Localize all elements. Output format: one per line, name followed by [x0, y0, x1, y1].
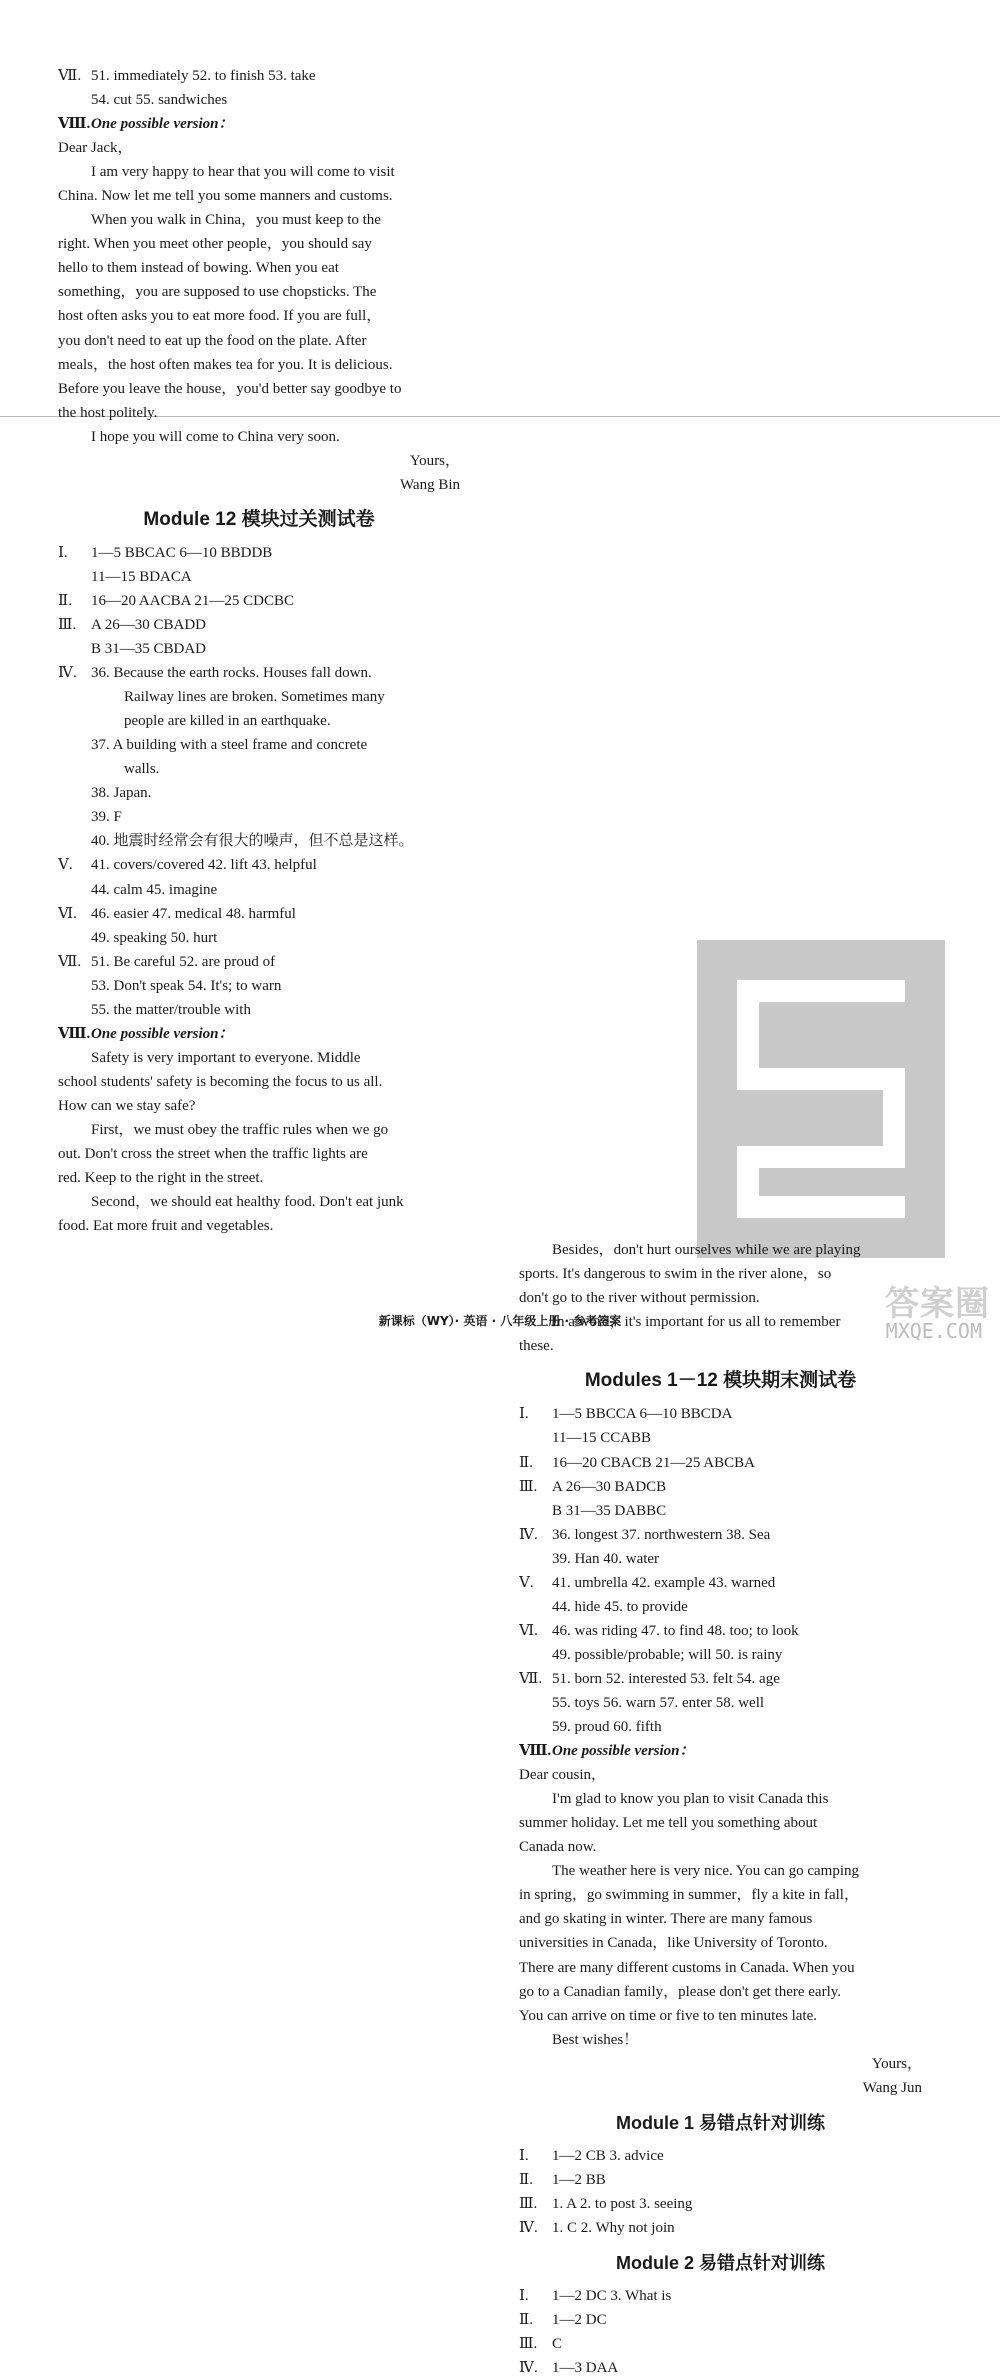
answer-text: 51. Be careful 52. are proud of — [91, 953, 276, 970]
answer-row — [519, 2308, 922, 2332]
answer-text: 1—5 BBCAC 6—10 BBDDB — [91, 544, 273, 561]
answer-text: 40. 地震时经常会有很大的噪声，但不总是这样。 — [91, 833, 414, 850]
answer-text: 54. cut 55. sandwiches — [91, 92, 228, 109]
answer-row — [519, 1499, 922, 1523]
answer-text: 1—3 DAA — [552, 2360, 619, 2377]
essay-line: something，you are supposed to use chopsticks. The — [58, 284, 377, 301]
answer-row — [58, 902, 460, 926]
answer-text: 1—2 DC — [552, 2312, 607, 2329]
essay1-salutation: Dear Jack， — [58, 140, 133, 157]
essay-line: You can arrive on time or five to ten minutes late. — [519, 2007, 817, 2024]
answer-section-number: Ⅱ. — [519, 1454, 533, 1471]
answer-section-number: Ⅶ. — [58, 953, 82, 970]
page-footer: 新课标（WY）· 英语 · 八年级上册 · 参考答案 — [378, 1314, 622, 1328]
essay-line: First，we must obey the traffic rules when we go — [91, 1121, 389, 1138]
answer-row — [519, 1595, 922, 1619]
essay-line: these. — [519, 1338, 554, 1355]
answer-row — [58, 589, 460, 613]
essay3-body — [519, 1787, 922, 2052]
answer-row — [519, 1451, 922, 1475]
answer-section-number: Ⅶ. — [58, 68, 82, 84]
answer-text: 11—15 CCABB — [552, 1430, 652, 1447]
essay-line: go to a Canadian family，please don't get there early. — [519, 1983, 842, 2000]
answer-row — [519, 1571, 922, 1595]
answer-text: 16—20 CBACB 21—25 ABCBA — [552, 1454, 755, 1471]
essay-line: Besides，don't hurt ourselves while we are playing — [552, 1242, 861, 1259]
answer-row — [58, 926, 460, 950]
answer-row — [519, 2192, 922, 2216]
essay-line: universities in Canada，like University of Toronto. — [519, 1935, 828, 1952]
answer-row — [519, 1715, 922, 1739]
answer-row — [519, 1643, 922, 1667]
answer-section-number: Ⅰ. — [519, 2287, 529, 2304]
essay2-continuation — [519, 1238, 922, 1358]
essay-line: and go skating in winter. There are many famous — [519, 1911, 813, 1928]
answer-text: 41. covers/covered 42. lift 43. helpful — [91, 857, 317, 874]
answer-text: 39. F — [91, 809, 122, 826]
essay-line: China. Now let me tell you some manners and customs. — [58, 188, 393, 205]
answer-text: 38. Japan. — [91, 785, 152, 802]
answer-text: 53. Don't speak 54. It's; to warn — [91, 977, 282, 994]
answer-section-number: Ⅵ. — [58, 905, 77, 922]
essay-line: summer holiday. Let me tell you something about — [519, 1815, 818, 1832]
essay-line: host often asks you to eat more food. If you are full， — [58, 308, 382, 325]
answer-section-number: Ⅱ. — [519, 2312, 533, 2329]
answer-row — [519, 1402, 922, 1426]
answer-text: walls. — [124, 761, 160, 778]
essay1-closing: Yours， — [409, 452, 460, 469]
essay3-salutation: Dear cousin， — [519, 1767, 607, 1784]
essay-line: Before you leave the house，you'd better say goodbye to — [58, 380, 402, 397]
answer-row — [58, 757, 460, 781]
answer-row — [519, 2332, 922, 2356]
answer-section-number: Ⅰ. — [519, 2147, 529, 2164]
essay-line: red. Keep to the right in the street. — [58, 1170, 264, 1187]
essay-line: I hope you will come to China very soon. — [91, 428, 340, 445]
answer-text: 59. proud 60. fifth — [552, 1719, 662, 1736]
essay1-signature: Wang Bin — [399, 476, 460, 493]
answer-row — [58, 685, 460, 709]
essay-line: food. Eat more fruit and vegetables. — [58, 1218, 274, 1235]
answer-text: 49. possible/probable; will 50. is rainy — [552, 1646, 783, 1663]
essay-line: Canada now. — [519, 1839, 597, 1856]
essay-line: don't go to the river without permission. — [519, 1290, 760, 1307]
answer-text: 39. Han 40. water — [552, 1550, 660, 1567]
essay1-body — [58, 160, 460, 449]
final-exam-answers — [519, 1402, 922, 1739]
final-exam-title: Modules 1－12 模块期末测试卷 — [584, 1370, 857, 1392]
answer-section-number: Ⅳ. — [58, 665, 77, 682]
answer-text: 1—2 CB 3. advice — [552, 2147, 664, 2164]
answer-row — [58, 829, 460, 853]
essay2-body — [58, 1046, 460, 1238]
essay-line: There are many different customs in Canada. When you — [519, 1959, 855, 1976]
essay2-label: Ⅷ.One possible version： — [58, 1025, 234, 1042]
essay-line: In a word，it's important for us all to remember — [552, 1314, 841, 1331]
answer-section-number: Ⅳ. — [519, 2219, 538, 2236]
essay1-label: Ⅷ.One possible version： — [58, 116, 234, 133]
answer-row — [519, 2216, 922, 2240]
essay-line: the host politely. — [58, 404, 158, 421]
answer-row — [519, 1475, 922, 1499]
answer-text: 16—20 AACBA 21—25 CDCBC — [91, 592, 294, 609]
answer-text: 1—2 BB — [552, 2171, 606, 2188]
answer-text: Railway lines are broken. Sometimes many — [124, 689, 385, 706]
watermark-logo: 答案圈 — [885, 1284, 990, 1324]
answer-row — [58, 878, 460, 902]
essay3-label: Ⅷ.One possible version： — [519, 1743, 695, 1760]
answer-text: 51. born 52. interested 53. felt 54. age — [552, 1670, 780, 1687]
answer-row — [58, 733, 460, 757]
essay-line: school students' safety is becoming the focus to us all. — [58, 1073, 383, 1090]
essay-line: Safety is very important to everyone. Middle — [91, 1049, 361, 1066]
essay3-signature: Wang Jun — [862, 2079, 922, 2096]
answer-text: C — [552, 2336, 563, 2353]
answer-row — [519, 1426, 922, 1450]
essay-line: The weather here is very nice. You can go camping — [552, 1863, 859, 1880]
answer-row — [58, 853, 460, 877]
answer-row — [58, 709, 460, 733]
answer-row — [58, 88, 460, 112]
answer-row — [58, 637, 460, 661]
module1-answers — [519, 2144, 922, 2240]
answer-text: 36. longest 37. northwestern 38. Sea — [552, 1526, 771, 1543]
answer-row — [519, 2284, 922, 2308]
answer-row — [519, 2168, 922, 2192]
right-column — [519, 1238, 922, 2380]
essay-line: How can we stay safe? — [58, 1097, 196, 1114]
module1-title: Module 1 易错点针对训练 — [615, 2112, 825, 2133]
answer-row — [519, 1523, 922, 1547]
answer-text: 41. umbrella 42. example 43. warned — [552, 1574, 776, 1591]
answer-text: 44. calm 45. imagine — [91, 881, 218, 898]
answer-text: people are killed in an earthquake. — [124, 713, 331, 730]
answer-text: A 26—30 BADCB — [552, 1478, 667, 1495]
answer-section-number: Ⅵ. — [519, 1622, 538, 1639]
essay-line: you don't need to eat up the food on the plate. After — [58, 332, 367, 349]
answer-section-number: Ⅲ. — [519, 2195, 538, 2212]
left-column — [58, 64, 460, 1238]
answer-row — [58, 974, 460, 998]
answer-section-number: Ⅲ. — [519, 1478, 538, 1495]
essay-line: Best wishes！ — [552, 2031, 639, 2048]
module2-title: Module 2 易错点针对训练 — [615, 2252, 825, 2273]
answer-text: A 26—30 CBADD — [91, 616, 207, 633]
answer-text: 55. toys 56. warn 57. enter 58. well — [552, 1695, 765, 1711]
answer-row — [58, 64, 460, 88]
answer-text: 46. easier 47. medical 48. harmful — [91, 905, 296, 922]
answer-section-number: Ⅳ. — [519, 1526, 538, 1543]
answer-section-number: Ⅶ. — [519, 1670, 543, 1687]
essay-line: Second，we should eat healthy food. Don't eat junk — [91, 1194, 404, 1211]
answer-row — [58, 781, 460, 805]
essay3-closing: Yours， — [871, 2055, 922, 2072]
answer-row — [58, 661, 460, 685]
answer-text: 1. A 2. to post 3. seeing — [552, 2195, 693, 2212]
answer-text: B 31—35 DABBC — [552, 1502, 667, 1519]
essay-line: I'm glad to know you plan to visit Canada this — [552, 1791, 829, 1808]
answer-text: B 31—35 CBDAD — [91, 641, 207, 658]
decorative-maze-graphic — [697, 940, 945, 1258]
answer-text: 49. speaking 50. hurt — [91, 929, 218, 946]
watermark-url: MXQE.COM — [885, 1319, 982, 1343]
answer-section-number: Ⅱ. — [519, 2171, 533, 2188]
answer-section-number: Ⅲ. — [519, 2336, 538, 2353]
answer-text: 44. hide 45. to provide — [552, 1598, 688, 1615]
answer-row — [519, 1691, 922, 1715]
essay-line: out. Don't cross the street when the traffic lights are — [58, 1146, 368, 1163]
answer-section-number: Ⅰ. — [519, 1406, 529, 1423]
answer-section-number: Ⅴ. — [58, 857, 73, 874]
essay-line: sports. It's dangerous to swim in the river alone，so — [519, 1266, 832, 1283]
answer-text: 1—2 DC 3. What is — [552, 2287, 672, 2304]
answer-text: 1. C 2. Why not join — [552, 2219, 675, 2236]
essay-line: hello to them instead of bowing. When you eat — [58, 260, 339, 277]
answer-row — [519, 1547, 922, 1571]
answer-text: 1—5 BBCCA 6—10 BBCDA — [552, 1406, 733, 1423]
answer-row — [58, 998, 460, 1022]
answer-row — [58, 541, 460, 565]
essay-line: When you walk in China，you must keep to the — [91, 212, 381, 229]
answer-row — [58, 950, 460, 974]
answer-section-number: Ⅳ. — [519, 2360, 538, 2377]
answer-section-number: Ⅰ. — [58, 544, 68, 561]
answer-text: 46. was riding 47. to find 48. too; to look — [552, 1622, 799, 1639]
module2-answers — [519, 2284, 922, 2380]
module12-answers — [58, 541, 460, 1022]
answer-row — [58, 565, 460, 589]
answer-row — [519, 2356, 922, 2380]
answer-text: 11—15 BDACA — [91, 568, 192, 585]
essay-line: meals，the host often makes tea for you. It is delicious. — [58, 356, 393, 373]
module12-title: Module 12 模块过关测试卷 — [143, 508, 375, 530]
answer-section-number: Ⅱ. — [58, 592, 72, 609]
essay-line: right. When you meet other people，you should say — [58, 236, 372, 253]
essay-line: in spring，go swimming in summer，fly a kite in fall， — [519, 1887, 859, 1904]
answer-row — [519, 1619, 922, 1643]
answer-row — [58, 805, 460, 829]
answer-text: 36. Because the earth rocks. Houses fall down. — [91, 665, 372, 682]
essay-line: I am very happy to hear that you will come to visit — [91, 164, 395, 181]
answer-section-number: Ⅴ. — [519, 1574, 534, 1591]
answer-row — [519, 1667, 922, 1691]
answer-section-number: Ⅲ. — [58, 616, 77, 633]
answer-row — [58, 613, 460, 637]
answer-text: 37. A building with a steel frame and concrete — [91, 737, 368, 754]
answer-row — [519, 2144, 922, 2168]
answer-text: 55. the matter/trouble with — [91, 1001, 251, 1018]
answer-text: 51. immediately 52. to finish 53. take — [91, 68, 316, 84]
